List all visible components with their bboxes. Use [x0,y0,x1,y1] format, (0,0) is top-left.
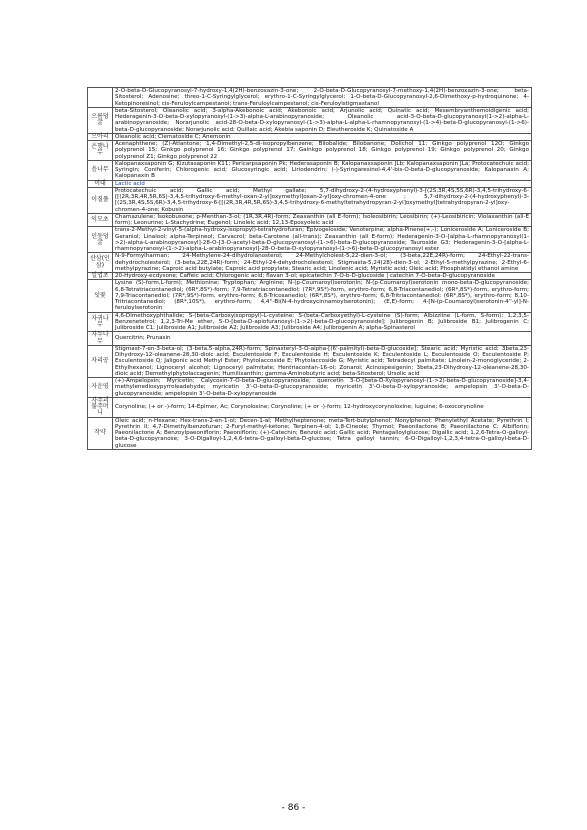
table-row [88,312,532,332]
table-row [88,397,532,417]
table-row [88,417,532,449]
compounds-cell: Oleic acid; n-Hexane; Hex-trans-2-en-1-ol; Decen-1-al; Methylheptenone; meta-Tert-butylphenol; Nonylphenol; Phenylethyl Acetate; Pyrethrin I; Pyrethrin II; 4,7-Dimethylbenzofuran; 2-Furyl-methyl-ketone; Terpinen-4-ol; 1,8-Cineole; Thymol; Paeonilactone B; Paeonilactone C; Albiflorin; Paeonilactone A; Benzoylpaeoniflorin; Paeoniflorin; (+)-Catechin; Benzoic acid; Gallic acid; Pentagalloylglucose; Digallic acid; 1,2,6-Tetra-O-galloyl-beta-D-glucopyranose; 3-O-Digalloyl-1,2,4,6-tetra-O-galloyl-beta-D-glucose; Tetra galloyl tannin; 6-O-Digalloyl-1,2,3,4-tetra-O-galloyl-beta-D-glucose [113,417,532,449]
plant-name-cell: 으아리 [88,133,113,140]
plant-name-cell: 은행나무 [88,141,113,161]
table-row [88,273,532,280]
table-row [88,133,532,140]
compounds-cell: Corynoline; (+ or -)-form; 14-Epimer, Ac; Corynoloxine; Corynoline; (+ or -)-form; 12-hydroxycorynoloxine; luguine; 6-oxocorynoline [113,397,532,417]
compounds-cell: (+)-Ampelopsin; Myricetin; Calycosin-7-O-beta-D-glucopyranoside; quercetin 3-O-[beta-D-Xylopyranosyl-(1->2)-beta-D-glucopyranoside]-3,4-methylenedioxypyrroleadehyde; myricetin 3'-O-beta-D-glucopyranoside; myricetin 3'-O-beta-D-xylopyranoside; ampelopsin 3'-O-beta-D-glucopyranoside; ampelopsin 3'-O-beta-D-xylopyranoside [113,378,532,398]
compounds-cell: 20-Hydroxy-ecdysone; Caffeic acid; Chlorogenic acid; flavan 3-ol; epicatechin 7-O-b-D-glucoside | catechin 7-O-beta-D-glucopyranoside [113,273,532,280]
compounds-cell: Stigmast-7-en-3-beta-ol; (3-beta,5-alpha,24R)-form; Spinasteryl-3-O-alpha-[(6'-palmityl)-beta-D-glucoside]; Stearic acid; Myristic acid; 3beta,23-Dihydroxy-12-oleanene-28,30-dioic acid; Esculentoside F; Esculentoside H; Esculentoside K; Esculentoside L; Esculentoside O; Esculentoside P; Esculentoside Q; Jaligonic acid Methyl Ester; Phytolaccoside E; Phytolaccoside G; Myristic acid; Tetradecyl palmitate; Linolein-2-monoglyceride; 2-Ethylhexanol; Lignoceryl alcohol; Lignoceryl palmitate; Hentriacontan-16-ol; Zonarol; Acinospesigenin; 3beta,23-Dihydroxy-12-oleanene-28,30-dioic acid; Demethylphytolaccagenin; Humilixanthin; gamma-Aminobutyric acid; beta-Sitosterol; Ursolic acid [113,345,532,377]
table-row [88,253,532,273]
table-row [88,187,532,213]
plant-name-cell: 자귀나무 [88,312,113,332]
compounds-cell: Protocatechuic acid; Gallic acid; Methyl gallate; 5,7-dihydroxy-2-(4-hydroxyphenyl)-3-[(2S,3R,4S,5S,6R)-3,4,5-trihydroxy-6-[[(2R,3R,4R,5R,6S)-3,4,5-trihydroxy-6-methyl-oxan-2-yl]oxymethyl]oxan-2-yl]oxy-chromen-4-one ; 5,7-dihydroxy-2-(4-hydroxyphenyl)-3-[(2S,3R,4S,5S,6R)-3,4,5-trihydroxy-6-[[(2R,3R,4R,5R,6S)-3,4,5-trihydroxy-6-methyltetrahydropyran-2-yl]oxymethyl]tetrahydropyran-2-yl]oxy-chromen-4-one; Kobusin [113,187,532,213]
compound-table-body [88,88,532,450]
plant-name-cell: 일엽초 [88,273,113,280]
table-row [88,378,532,398]
table-row [88,345,532,377]
plant-name-cell: 자주괴불주머니 [88,397,113,417]
plant-name-cell: 자운영 [88,378,113,398]
compounds-cell: beta-Sitosterol; Oleanolic acid; 3-alpha-Akebonoic acid; Akebonoic acid; Arjunolic acid; Quinatic acid; Mesembryanthemoidigenic acid; Hederagenin-3-O-beta-D-xylopyranosyl-(1->3)-alpha-L-arabinopyranoside; Oleanolic acid-3-O-beta-D-glucopyranosyl(1->2)-alpha-L-arabinopyranoside; Norarjunolic acid-28-O-beta-D-xylopyranosyl-(1->3)-alpha-L-alpha-L-rhamnopyranosyl-(1->4)-beta-D-glucopyranosyl-(1->6)-beta-D-glucopyranoside; Norarjunolic acid; Quillaic acid; Akebia saponin D; Eleutheroside K; Quinatoside A [113,107,532,133]
compounds-cell: Acenaphthene; (Z)-Atlantone; 1,4-Dimethyl-2,5-di-isopropylbenzene; Bilobalide; Bilobanone; Dolichol 11; Ginkgo polyprenol 12O; Ginkgo polyprenol 15; Ginkgo polyprenol 16; Ginkgo polyprenol 17; Gainkgo polyprenol 18; Ginkgo polyprenol 19; Ginkgo polyprenol 20; Ginkgo polyprenol Z1; Ginkgo polyprenol 22 [113,141,532,161]
plant-name-cell: 작약 [88,417,113,449]
page-body [87,87,532,450]
compounds-cell: N-9-Formylharman; 24-Methylene-24-dihydrolanosterol; 24-Methylcholest-5,22-dien-3-ol; (3-beta,22E,24R)-form; 24-Ethyl-22-trans-dehydrocholesterol; (3-beta,22E,24R)-form; 24-Ethyl-24-dehydrocholesterol; Stigmasta-5,24(28)-dien-3-ol; 2-Ethyl-5-methylpyrazine; 2-Ethyl-6-methylpyrazine; Caproic acid butylate; Caproic acid propylate; Stearic acid; Linolenic acid; Myristic acid; Oleic acid; Phosphatidyl ethanol amine [113,253,532,273]
plant-name-cell: 이대 [88,180,113,187]
table-row [88,180,532,187]
compounds-cell: Kalopanaxsaponin G; Kizutasaponin K11; Pericarpsaponin Pk; Hederasaponin B; Kalopanaxsaponin JLb; Kalopanaxsaponin JLa; Protocatechuic acid; Syringin; Coniferin; Chlorogenic acid; Glucosyringic acid; Liriodendrin; (-)-Syringaresinol-4,4'-bis-O-beta-D-glucopyranoside; Kalopanaxin A; Kalopanaxin B [113,160,532,180]
compounds-cell: Oleanolic acid; Clematoside C; Anemonin [113,133,532,140]
plant-name-cell: 이질풀 [88,187,113,213]
compounds-cell: Lactic acid [113,180,532,187]
table-row [88,160,532,180]
plant-name-cell: 잇꽃 [88,280,113,312]
compounds-cell: 4,6-Dimethoxyphthalide; S-(beta-Carboxyisopropyl)-L-cysteine; S-(beta-Carboxyethyl)-L-cysteine (S)-form; Albizziine (L-form, S-form); 1,2,3,5-Benzenetetrol; 1,2,3-Tri-Me ether, 5-O-[beta-D-apiofuranosyl-(1->2)-beta-D-glucopyranoside]; Julibrogenin B; Julibroside B1; Julibrogenin C; Julibroside C1; Julibroside A1; Julibroside A2; Julibroside A3; Julibroside A4; Julibrogenin A; alpha-Spinasterol [113,312,532,332]
page-number: - 86 - [281,803,306,813]
table-row [88,332,532,346]
compounds-cell: trans-2-Methyl-2-vinyl-5-(alpha-hydroxy-isopropyl)-tetrahydrofuran; Epivogeloside; Venoterpine; alpha-Pinene(+,-); Loniceroside A; Loniceroside B; Geraniol; Linalool; alpha-Terpineol; Carvacrol; beta-Carotene (all-trans); Zeaxanthin (all E-form); Hederagenin-3-O-[alpha-L-rhamnopyranosyl(1->2)-alpha-L-arabinopyranosyl]-28-O-[3-O-acetyl-beta-D-glucopyranosyl-(1->6)-beta-D-glucopyranoside; Tauroside G3; Hederagenin-3-O-[alpha-L-rhamnopyranosyl-(1->2)-alpha-L-arabinopyranosyl]-28-O-beta-D-xylopyranosyl-(1->6)-beta-D-glucopyranosyl ester [113,227,532,253]
plant-name-cell [88,88,113,108]
table-row [88,88,532,108]
plant-name-cell: 인동덩굴 [88,227,113,253]
compounds-cell: Chamazulene; Isokobusone; p-Menthan-3-ol; (1R,3R,4R)-form; Zeaxanthin (all E-form); Isoleosibirin; Leosibirin; (+)-Leosibiricin; Violaxanthin (all-E form); Leonurine; L-Stachydrine; Eugenol; Linoleic acid; 12,13-Epoxyoleic acid [113,213,532,227]
table-row [88,227,532,253]
compounds-cell: 2-O-beta-D-Glucopyranosyl-7-hydroxy-1,4(2H)-benzoxazin-3-one; 2-O-beta-D-Glucopyranosyl-7-methoxy-1,4(2H)-benzoxazin-3-one; beta-Sitosterol; Adenosine; threo-1-C-Syringylglycerol; erythro-1-C-Syringylglycerol; 1-O-beta-D-Glucopyranosyl-2,6-Dimethoxy-p-hydroquinone; 4-Ketopinoresinol; cis-Feruloylcampestanol; trans-Feruloylcampestanol; cis-Feruloylstigmastanol [113,88,532,108]
plant-name-cell: 자리공 [88,345,113,377]
table-row [88,107,532,133]
compound-table [87,87,532,450]
table-row [88,280,532,312]
plant-name-cell: 자두나무 [88,332,113,346]
plant-name-cell: 익모초 [88,213,113,227]
table-row [88,213,532,227]
compounds-cell: Quercitrin; Prunasin [113,332,532,346]
plant-name-cell: 으름덩굴 [88,107,113,133]
plant-name-cell: 음나무 [88,160,113,180]
plant-name-cell: 산삼(인삼) [88,253,113,273]
compounds-cell: Lysine (S)-form,L-form); Methionine; Tryptophan; Arginine; N-(p-Coumaroyl)serotonin; N-(p-Coumaroyl)serotonin mono-beta-D-glucopyranoside; 6,8-Tetratriacontanediol; (6R*,8S*)-form; 7,9-Tetratriacontanediol; (7R*,9S*)-form, erythro-form; 6,8-Triacontanediol; (6R*,8S*)-form, erythro-form; 7,9-Triacontanediol; (7R*,9S*)-form, erythro-form; 6,8-Tricosanediol; (6R*,8S*), erythro-form; 6,8-Tritriacontanediol; (6R*,8S*), erythro-form; 8,10-Tritriacontanediol; (8R*,10S*), erythro-form; 4,4''-Bi(N-4-hydroxycinnamoylserotonin); (E,E)-form; 4-[N-(p-Coumaroyl)serotonin-4''-yl]-N-feruloylserotonin [113,280,532,312]
table-row [88,141,532,161]
